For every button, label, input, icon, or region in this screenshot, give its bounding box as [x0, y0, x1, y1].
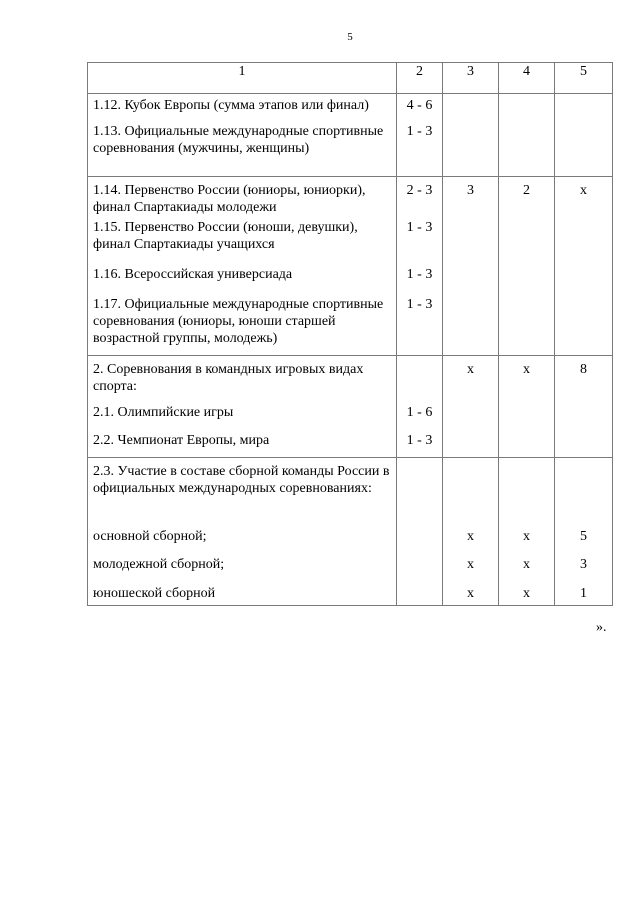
group-3-col-5: 8 [580, 362, 587, 377]
entry-1-12: 1.12. Кубок Европы (сумма этапов или финал) [93, 98, 369, 113]
entry-2-1: 2.1. Олимпийские игры [93, 405, 234, 420]
entry-1-16: 1.16. Всероссийская универсиада [93, 267, 293, 282]
entry-2-2: 2.2. Чемпионат Европы, мира [93, 433, 270, 448]
entry-2: 2. Соревнования в командных игровых видах спорта: [93, 362, 364, 394]
competition-table [87, 62, 613, 606]
page-number: 5 [347, 31, 353, 43]
group-2-col-5: x [580, 183, 587, 198]
table-header-row [88, 63, 613, 94]
group-4-col-3-heading [443, 463, 498, 528]
group-2-col-4: 2 [523, 183, 530, 198]
table-row [88, 356, 613, 458]
group-4-col-5-heading [555, 463, 612, 528]
closing-quote-mark: ». [596, 620, 607, 635]
entry-1-13: 1.13. Официальные международные спортивные соревнования (мужчины, женщины) [93, 124, 384, 156]
value-junior-squad-col-3: x [467, 586, 474, 601]
value-1-15: 1 - 3 [406, 220, 433, 235]
value-main-squad-col-5: 5 [580, 529, 587, 544]
entry-1-17: 1.17. Официальные международные спортивные соревнования (юниоры, юноши старшей возрастной группы, молодежь) [93, 297, 384, 346]
entry-1-15: 1.15. Первенство России (юноши, девушки), финал Спартакиады учащихся [93, 220, 358, 252]
entry-2-3: 2.3. Участие в составе сборной команды России в официальных международных соревнованиях: [93, 464, 390, 496]
value-main-squad-col-3: x [467, 529, 474, 544]
value-junior-squad-col-5: 1 [580, 586, 587, 601]
group-3-col-3: x [467, 362, 474, 377]
group-4-col-4-heading [499, 463, 554, 528]
header-col-2: 2 [397, 63, 443, 94]
value-1-13: 1 - 3 [406, 124, 433, 139]
table-row [88, 94, 613, 177]
entry-youth-squad: молодежной сборной; [93, 557, 225, 572]
group-2-col-3: 3 [467, 183, 474, 198]
group-3-col-4: x [523, 362, 530, 377]
value-1-14: 2 - 3 [406, 183, 433, 198]
entry-main-squad: основной сборной; [93, 529, 207, 544]
value-youth-squad-col-4: x [523, 557, 530, 572]
header-col-5: 5 [555, 63, 613, 94]
value-junior-squad-col-4: x [523, 586, 530, 601]
entry-1-14: 1.14. Первенство России (юниоры, юниорки), финал Спартакиады молодежи [93, 183, 366, 215]
value-1-12: 4 - 6 [406, 98, 433, 113]
value-1-17: 1 - 3 [406, 297, 433, 312]
value-youth-squad-col-5: 3 [580, 557, 587, 572]
value-youth-squad-col-3: x [467, 557, 474, 572]
header-col-1: 1 [88, 63, 397, 94]
table-row [88, 458, 613, 606]
value-2 [397, 361, 442, 404]
header-col-3: 3 [443, 63, 499, 94]
table-row [88, 177, 613, 356]
value-1-16: 1 - 3 [406, 267, 433, 282]
value-main-squad-col-4: x [523, 529, 530, 544]
header-col-4: 4 [499, 63, 555, 94]
entry-junior-squad: юношеской сборной [93, 586, 216, 601]
value-2-1: 1 - 6 [406, 405, 433, 420]
value-2-2: 1 - 3 [406, 433, 433, 448]
